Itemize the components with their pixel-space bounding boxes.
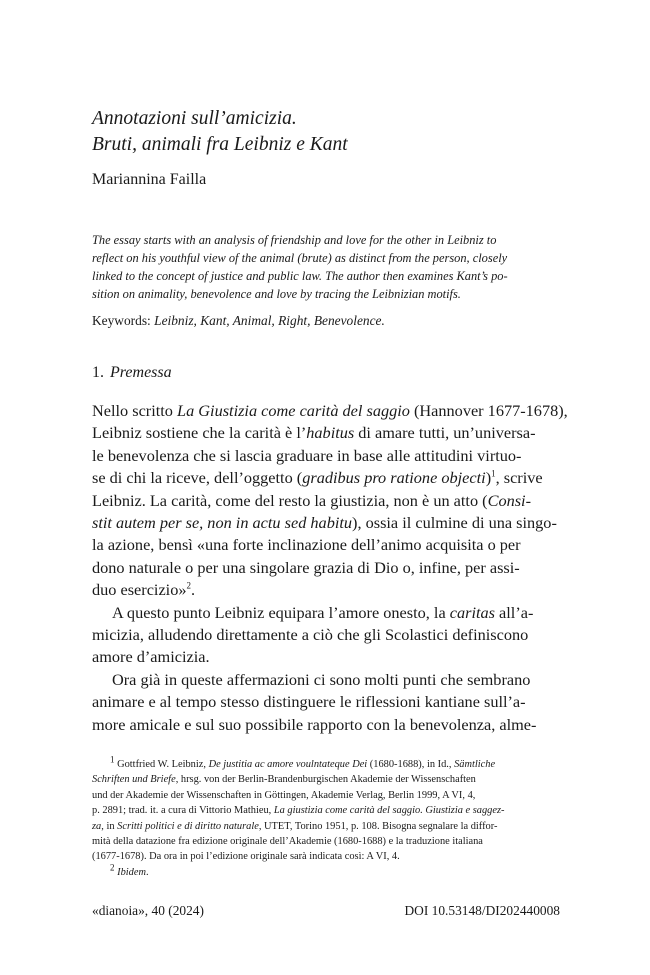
footnote-1: $^1$ Gottfried W. Leibniz, De justitia ac amore voulntateque Dei (1680-1688), in Id., Sämtliche (110, 754, 496, 770)
body-text (92, 400, 568, 736)
abstract-line: sition on animality, benevolence and love by tracing the Leibnizian motifs. (92, 287, 461, 301)
footnote-ref-1: 1 (491, 468, 496, 479)
keywords-label: Keywords: (92, 313, 151, 328)
body-line: se di chi la riceve, dell’oggetto (gradibus pro ratione objecti)$^1$, scrive (92, 468, 543, 488)
abstract-line: reflect on his youthful view of the animal (brute) as distinct from the person, closely (92, 251, 508, 265)
journal-citation: «dianoia», 40 (2024) (92, 903, 204, 918)
body-line: Ora già in queste affermazioni ci sono molti punti che sembrano (112, 669, 531, 689)
title-line-2: Bruti, animali fra Leibniz e Kant (92, 134, 348, 155)
footnote-line: za, in Scritti politici e di diritto naturale, UTET, Torino 1951, p. 108. Bisogna segnalare la diffor- (92, 820, 498, 832)
body-line: la azione, bensì «una forte inclinazione dell’animo acquisita o per (92, 535, 521, 555)
section-title: Premessa (110, 364, 172, 381)
title-line-1: Annotazioni sull’amicizia. (92, 108, 297, 129)
body-line: more amicale e sul suo possibile rapporto con la benevolenza, alme- (92, 714, 537, 734)
footnote-line: mità della datazione fra edizione originale dell’Akademie (1680-1688) e la traduzione italiana (92, 836, 483, 848)
body-line: Nello scritto La Giustizia come carità del saggio (Hannover 1677-1678), (92, 401, 568, 420)
body-line: stit autem per se, non in actu sed habitu), ossia il culmine di una singo- (92, 513, 557, 533)
body-line: le benevolenza che si lascia graduare in base alle attitudini virtuo- (92, 445, 522, 465)
footnote-line: (1677-1678). Da ora in poi l’edizione originale sarà indicata così: A VI, 4. (92, 851, 400, 863)
body-line: Leibniz. La carità, come del resto la giustizia, non è un atto (Consi- (92, 490, 532, 510)
footnote-line: und der Akademie der Wissenschaften in Göttingen, Akademie Verlag, Berlin 1999, A VI, 4, (92, 789, 476, 801)
body-line: animare e al tempo stesso distinguere le riflessioni kantiane sull’a- (92, 692, 526, 712)
body-line: amore d’amicizia. (92, 647, 210, 667)
body-line: dono naturale o per una singolare grazia di Dio o, infine, per assi- (92, 557, 520, 577)
footnote-number: 1 (110, 754, 115, 765)
footnote-number: 2 (110, 862, 115, 873)
body-line: Leibniz sostiene che la carità è l’habitus di amare tutti, un’universa- (92, 423, 536, 443)
body-line: micizia, alludendo direttamente a ciò che gli Scolastici definiscono (92, 625, 529, 645)
footnote-2: $^2$ Ibidem. (110, 862, 149, 878)
abstract-line: linked to the concept of justice and public law. The author then examines Kant’s po- (92, 269, 508, 283)
keywords-list: Leibniz, Kant, Animal, Right, Benevolence. (154, 313, 385, 328)
footnote-line: p. 2891; trad. it. a cura di Vittorio Mathieu, La giustizia come carità del saggio. Giustizia e saggez- (92, 805, 505, 817)
section-number: 1. (92, 364, 104, 381)
abstract (92, 231, 562, 303)
keywords (92, 313, 385, 329)
body-line: duo esercizio»$^2$. (92, 580, 196, 600)
footnote-ref-2: 2 (186, 580, 191, 591)
doi: DOI 10.53148/DI202440008 (404, 903, 560, 918)
footnote-line: Schriften und Briefe, hrsg. von der Berlin-Brandenburgischen Akademie der Wissenschaften (92, 774, 476, 786)
author-name: Mariannina Failla (92, 171, 207, 188)
abstract-line: The essay starts with an analysis of friendship and love for the other in Leibniz to (92, 233, 497, 247)
article-title (92, 106, 348, 158)
footnotes (92, 754, 562, 880)
body-line: A questo punto Leibniz equipara l’amore onesto, la caritas all’a- (112, 602, 534, 622)
section-heading (92, 364, 172, 382)
